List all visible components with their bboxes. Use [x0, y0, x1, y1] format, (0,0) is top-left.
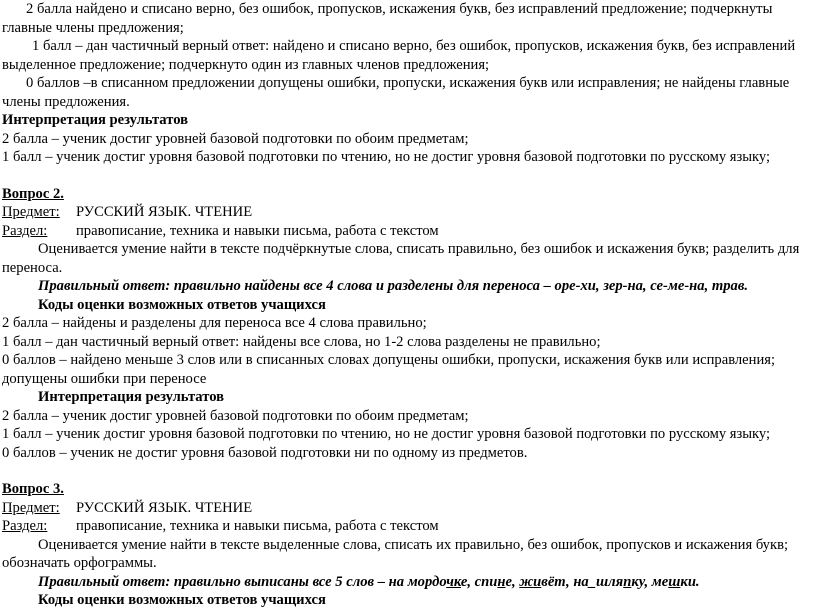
q2-interp-2: 2 балла – ученик достиг уровней базовой подготовки по обоим предметам; — [2, 407, 469, 424]
q3-section-row — [2, 517, 810, 536]
intro-interp-title: Интерпретация результатов — [2, 112, 189, 128]
q3-answer — [2, 573, 810, 592]
q3-subject-row — [2, 499, 810, 518]
q2-interp-1: 1 балл – ученик достиг уровня базовой подготовки по чтению, но не достиг уровня базовой подготовки по русскому языку; — [2, 426, 771, 442]
q3-word3c: вёт, — [541, 573, 574, 590]
q3-word5a: ме — [651, 573, 669, 590]
q2-assessed: Оценивается умение найти в тексте подчёркнутые слова, списать правильно, без ошибок и искажения букв; разделить для переноса. — [2, 241, 800, 276]
q3-word5-orthogram: ш — [668, 573, 681, 590]
intro-score-2: 2 балла найдено и списано верно, без ошибок, пропусков, искажения букв, без исправлений предложение; подчеркнуты главные члены предложения; — [2, 1, 773, 36]
q2-section-label: Раздел: — [2, 222, 48, 239]
q3-word4-orthogram: п — [623, 573, 632, 590]
q3-section-label: Раздел: — [2, 518, 48, 534]
q3-subject-label: Предмет: — [2, 499, 60, 516]
spacer — [2, 462, 810, 480]
intro-interp-1: 1 балл – ученик достиг уровня базовой подготовки по чтению, но не достиг уровня базовой подготовки по русскому языку; — [2, 149, 771, 165]
q2-codes-title: Коды оценки возможных ответов учащихся — [38, 296, 326, 313]
q2-subject-row — [2, 203, 810, 222]
q3-word2a: спи — [474, 573, 498, 590]
q3-word1a: мордо — [407, 573, 447, 590]
spacer — [2, 167, 810, 185]
q2-heading: Вопрос 2. — [2, 185, 64, 202]
intro-score-0: 0 баллов –в списанном предложении допущены ошибки, пропуски, искажения букв или исправления; не найдены главные члены предложения. — [2, 75, 790, 110]
q2-section-row — [2, 222, 810, 241]
q3-section: правописание, техника и навыки письма, работа с текстом — [76, 518, 439, 534]
q2-code-2: 2 балла – найдены и разделены для переноса все 4 слова правильно; — [2, 315, 427, 331]
q2-interp-title: Интерпретация результатов — [38, 389, 225, 405]
q2-interp-0: 0 баллов – ученик не достиг уровня базовой подготовки ни по одному из предметов. — [2, 444, 528, 461]
intro-score-1: 1 балл – дан частичный верный ответ: найдено и списано верно, без ошибок, пропусков, искажения букв, без исправлений выделенное предложение; подчеркнуто один из главных членов предложения; — [2, 38, 796, 73]
q3-word3-orthogram-a: ж — [519, 573, 534, 590]
q3-word2-orthogram: н — [497, 573, 506, 590]
q3-word4d: ку, — [631, 573, 652, 590]
q2-answer: Правильный ответ: правильно найдены все 4 слова и разделены для переноса – оре-хи, зер-на, се-ме-на, трав. — [38, 278, 748, 294]
q3-word1c: е, — [460, 573, 475, 590]
q3-word1-orthogram: чк — [446, 573, 461, 590]
q3-codes-title: Коды оценки возможных ответов учащихся — [38, 592, 326, 608]
q2-section: правописание, техника и навыки письма, работа с текстом — [76, 222, 439, 239]
q2-subject: РУССКИЙ ЯЗЫК. ЧТЕНИЕ — [76, 204, 253, 220]
q2-subject-label: Предмет: — [2, 204, 60, 220]
q3-answer-prefix: Правильный ответ: правильно выписаны все 5 слов – на — [38, 573, 408, 590]
q3-word3-orthogram-b: и — [533, 573, 542, 590]
q3-word2c: е, — [505, 573, 520, 590]
q3-heading: Вопрос 3. — [2, 481, 64, 497]
q3-subject: РУССКИЙ ЯЗЫК. ЧТЕНИЕ — [76, 499, 253, 516]
q3-assessed: Оценивается умение найти в тексте выделенные слова, списать их правильно, без ошибок, пропусков и искажения букв; обозначать орфограммы. — [2, 536, 789, 571]
q3-word5c: ки. — [680, 573, 700, 590]
q2-code-1: 1 балл – дан частичный верный ответ: найдены все слова, но 1-2 слова разделены не правильно; — [2, 333, 601, 350]
q3-word4a: на — [573, 573, 589, 590]
q3-word4b: _шля — [588, 573, 624, 590]
q2-code-0: 0 баллов – найдено меньше 3 слов или в списанных словах допущены ошибки, пропуски, искажения букв или исправления; допущены ошибки при переносе — [2, 352, 776, 387]
intro-interp-2: 2 балла – ученик достиг уровней базовой подготовки по обоим предметам; — [2, 130, 469, 147]
